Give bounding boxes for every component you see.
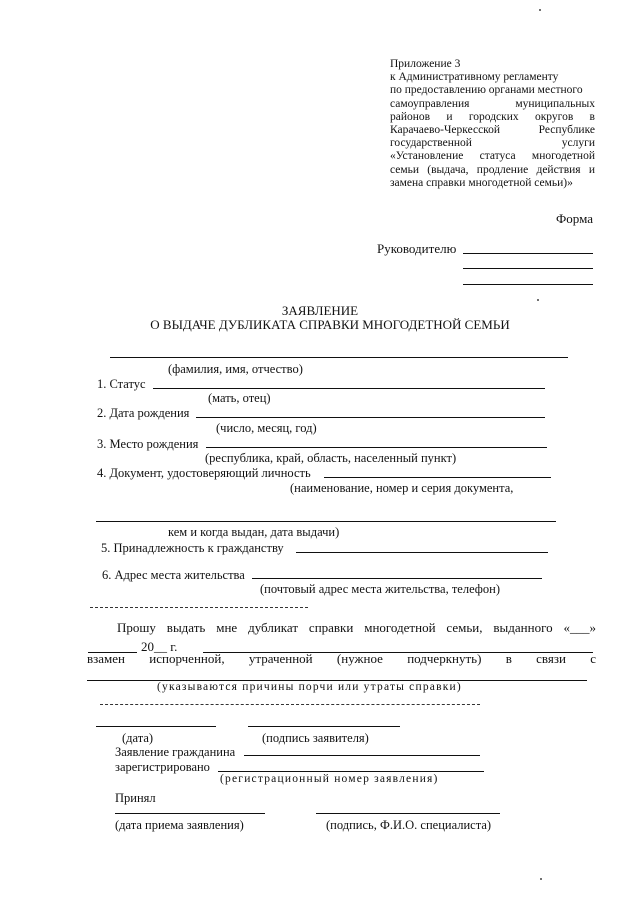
fio-field[interactable] [110,357,568,358]
address-label: 6. Адрес места жительства [102,568,245,582]
birthplace-label: 3. Место рождения [97,437,199,451]
birthdate-hint: (число, месяц, год) [216,421,317,435]
reason-hint: (указываются причины порчи или утраты справки) [157,681,462,693]
address-hint: (почтовый адрес места жительства, телефон) [260,582,500,596]
appendix-line: Карачаево-Черкесской Республике [390,124,595,137]
birthdate-label: 2. Дата рождения [97,406,190,420]
accepted-label: Принял [115,791,156,805]
appendix-line: самоуправления муниципальных [390,97,595,110]
scan-speck [539,9,541,11]
scan-speck [540,878,542,880]
citizenship-label: 5. Принадлежность к гражданству [101,541,284,555]
specialist-signature-hint: (подпись, Ф.И.О. специалиста) [326,818,492,832]
date-field[interactable] [96,726,216,727]
appendix-line: районов и городских округов в [390,110,595,123]
birthdate-field[interactable] [196,417,545,418]
fio-hint: (фамилия, имя, отчество) [168,362,303,376]
addressee-label: Руководителю [377,241,457,256]
status-field[interactable] [153,388,545,389]
appendix-line: Приложение 3 [390,58,461,70]
registered-label-2: зарегистрировано [115,760,210,774]
id-document-hint: (наименование, номер и серия документа, [290,481,514,495]
citizenship-field[interactable] [296,552,548,553]
document-subtitle: О ВЫДАЧЕ ДУБЛИКАТА СПРАВКИ МНОГОДЕТНОЙ СЕМЬИ [150,317,510,332]
accept-date-field[interactable] [115,813,265,814]
appendix-line: семьи (выдача, продление действия и [390,163,595,176]
document-title: ЗАЯВЛЕНИЕ [281,303,359,318]
appendix-line: замена справки многодетной семьи)» [390,176,573,189]
appendix-line: к Административному регламенту [390,71,559,84]
appendix-line: «Установление статуса многодетной [390,150,595,163]
request-text-line1: Прошу выдать мне дубликат справки многодетной семьи, выданного «___» [117,620,596,635]
scan-speck [537,299,539,301]
addressee-line[interactable] [463,268,593,269]
citizen-name-field[interactable] [244,755,480,756]
date-hint: (дата) [122,731,154,745]
status-hint: (мать, отец) [208,391,271,405]
appendix-block [390,58,595,190]
form-label: Форма [556,211,593,226]
id-document-field[interactable] [324,477,551,478]
applicant-signature-field[interactable] [248,726,400,727]
reason-field-2[interactable] [100,704,480,705]
birthplace-hint: (республика, край, область, населенный пункт) [205,451,457,465]
status-label: 1. Статус [97,377,146,391]
id-document-field-2[interactable] [96,521,556,522]
addressee-line[interactable] [463,253,593,254]
applicant-signature-hint: (подпись заявителя) [262,731,369,745]
id-document-label: 4. Документ, удостоверяющий личность [97,466,311,480]
appendix-line: государственной услуги [390,137,595,150]
request-text-line2: взамен испорченной, утраченной (нужное подчеркнуть) в связи с [87,651,596,666]
registration-number-field[interactable] [218,771,484,772]
request-year: 20__ г. [141,639,178,654]
registration-number-hint: (регистрационный номер заявления) [220,773,439,785]
addressee-line[interactable] [463,284,593,285]
birthplace-field[interactable] [206,447,547,448]
address-field-2[interactable] [90,607,308,608]
registered-label-1: Заявление гражданина [115,745,236,759]
address-field[interactable] [252,578,542,579]
specialist-signature-field[interactable] [316,813,500,814]
id-document-hint-2: кем и когда выдан, дата выдачи) [168,525,340,539]
appendix-line: по предоставлению органами местного [390,84,583,97]
accept-date-hint: (дата приема заявления) [115,818,244,832]
